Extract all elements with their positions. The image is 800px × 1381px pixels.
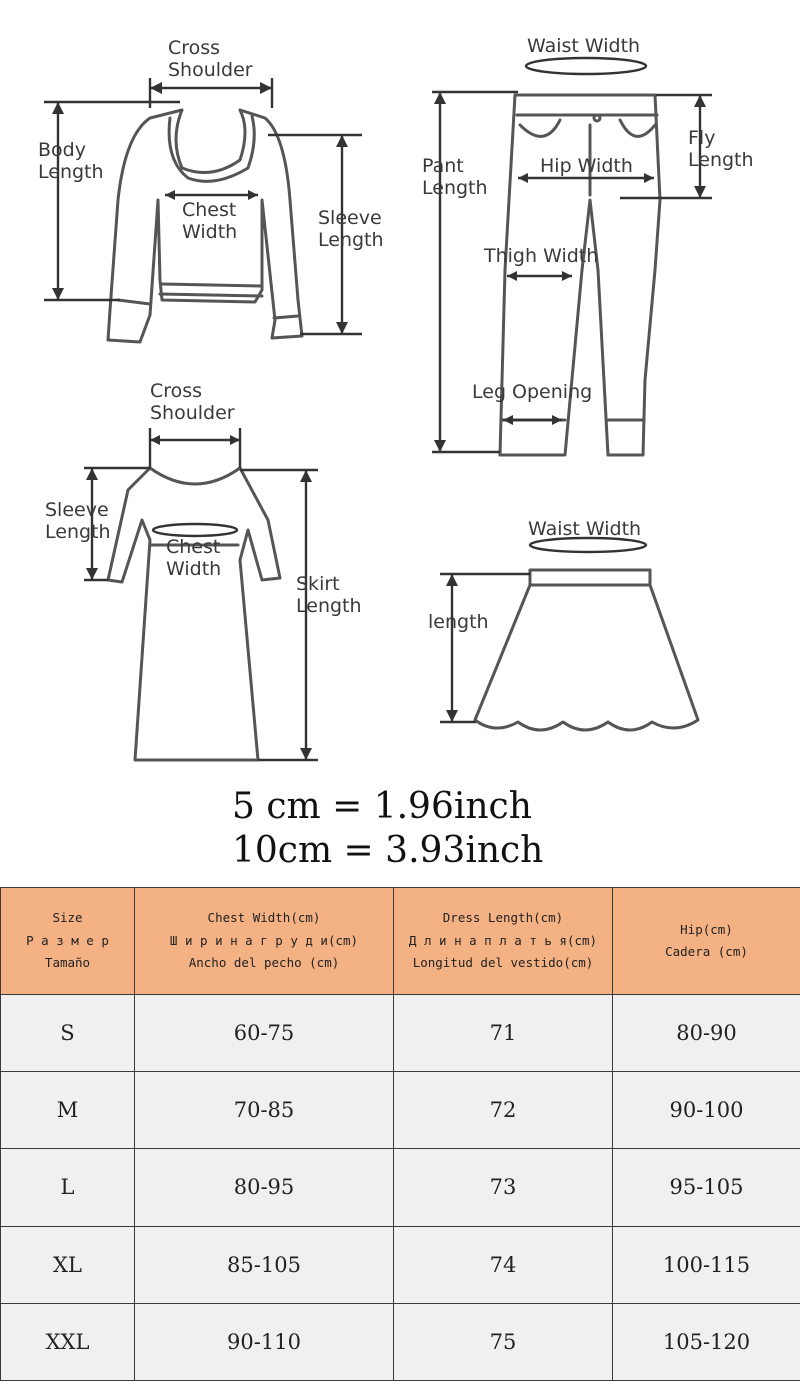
dress-sleeve-length-label: Sleeve Length [45,499,111,543]
cell-hip: 105-120 [613,1303,800,1380]
skirt-length-line [440,574,530,722]
header-size: Size Р а з м е р Tamaño [1,888,135,995]
sweater-cross-shoulder-line [150,78,272,108]
sweater-sleeve-length-label: Sleeve Length [318,207,384,251]
sweater-body-length-label: Body Length [38,139,104,183]
dress-chest-width-label: Chest Width [166,536,222,580]
pants-pant-length-label: Pant Length [422,155,488,199]
skirt-length-label: length [428,611,489,633]
table-row [1,1303,800,1380]
cell-dress-length: 74 [394,1226,613,1303]
sweater-cross-shoulder-label: Cross Shoulder [168,37,253,81]
table-row [1,1149,800,1226]
pants-leg-opening-line [503,415,562,425]
cell-size: M [1,1072,135,1149]
cell-size: XXL [1,1303,135,1380]
sweater-chest-width-label: Chest Width [182,199,238,243]
cell-dress-length: 71 [394,995,613,1072]
skirt-waist-width-line [530,538,646,552]
cell-dress-length: 73 [394,1149,613,1226]
cell-hip: 95-105 [613,1149,800,1226]
dress-cross-shoulder-label: Cross Shoulder [150,380,235,424]
cell-size: L [1,1149,135,1226]
cell-hip: 80-90 [613,995,800,1072]
skirt-waist-width-label: Waist Width [528,518,642,540]
pants-hip-width-label: Hip Width [540,155,633,177]
pants-thigh-width-line [507,271,572,281]
header-dress-length: Dress Length(cm) Д л и н а п л а т ь я(cm) Longitud del vestido(cm) [394,888,613,995]
cell-dress-length: 75 [394,1303,613,1380]
dress-cross-shoulder-line [150,428,240,468]
header-chest-width: Chest Width(cm) Ш и р и н а г р у д и(cm) Ancho del pecho (cm) [135,888,394,995]
cell-size: XL [1,1226,135,1303]
table-row [1,995,800,1072]
table-row [1,1226,800,1303]
table-row [1,1072,800,1149]
dress-chest-width-line [153,524,237,536]
table-header-row [1,888,800,995]
cell-chest-width: 80-95 [135,1149,394,1226]
dress-figure [108,468,280,760]
cell-dress-length: 72 [394,1072,613,1149]
conversion-line-1: 5 cm = 1.96inch [232,786,532,827]
pants-leg-opening-label: Leg Opening [472,381,593,403]
cell-chest-width: 70-85 [135,1072,394,1149]
cell-chest-width: 90-110 [135,1303,394,1380]
cell-chest-width: 60-75 [135,995,394,1072]
pants-fly-length-label: Fly Length [688,127,754,171]
pants-waist-width-label: Waist Width [527,35,641,57]
header-hip: Hip(cm) Cadera (cm) [613,888,800,995]
conversion-line-2: 10cm = 3.93inch [232,830,544,871]
cell-size: S [1,995,135,1072]
dress-skirt-length-label: Skirt Length [296,573,362,617]
cell-hip: 90-100 [613,1072,800,1149]
size-chart-table [0,887,800,1381]
pants-waist-width-line [526,58,646,74]
pants-thigh-width-label: Thigh Width [484,245,599,267]
cell-hip: 100-115 [613,1226,800,1303]
cell-chest-width: 85-105 [135,1226,394,1303]
skirt-figure [475,570,698,730]
